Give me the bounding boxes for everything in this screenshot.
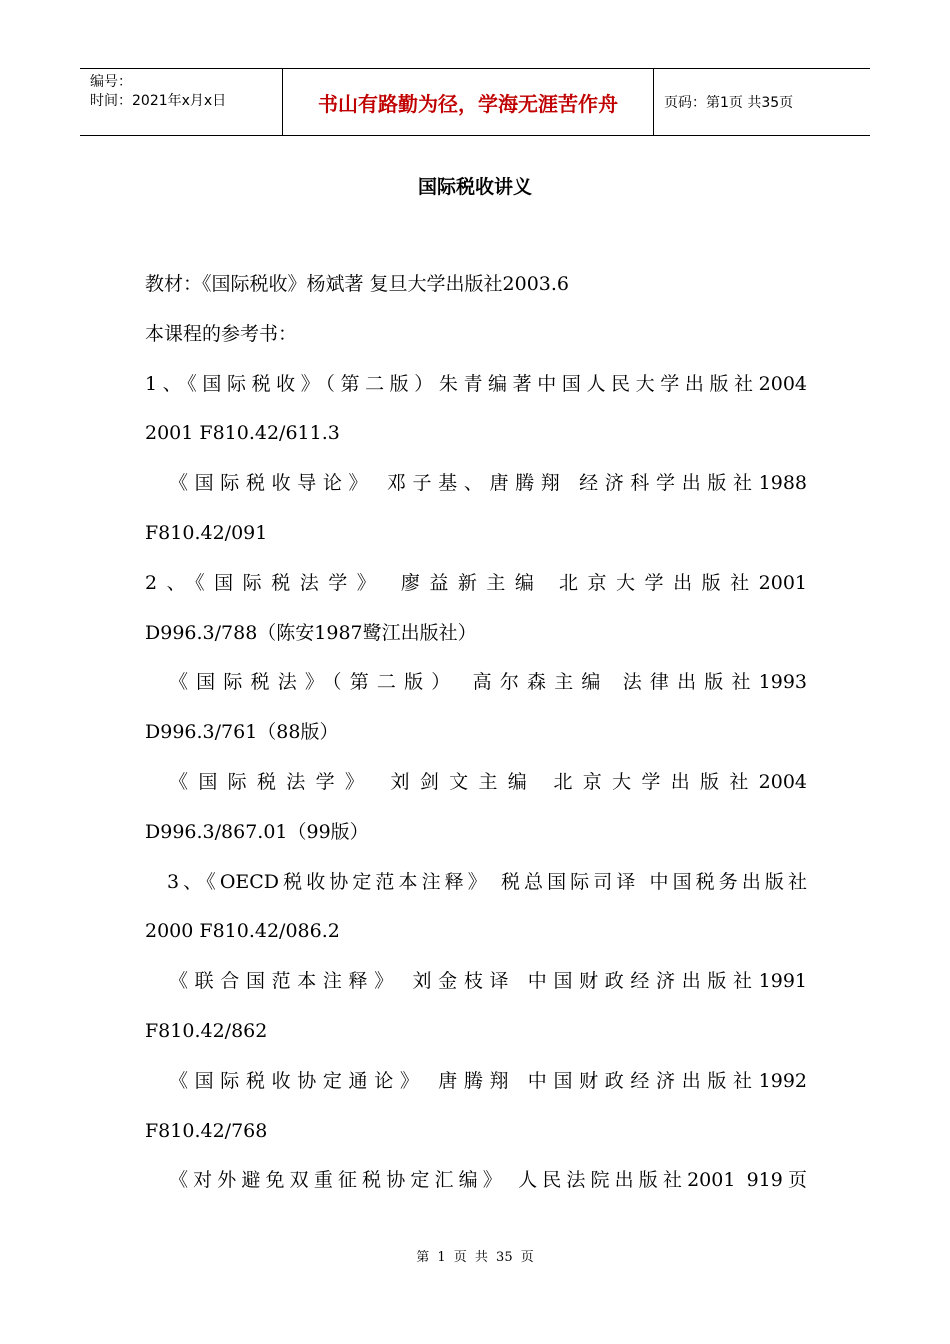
- reference-line: 2、《国际税法学》 廖益新主编 北京大学出版社2001: [145, 571, 807, 594]
- document-title: 国际税收讲义: [417, 176, 532, 198]
- page-footer: 第 1 页 共 35 页: [416, 1250, 534, 1265]
- reference-line: 《国际税法》（第二版） 高尔森主编 法律出版社1993: [169, 671, 807, 694]
- reference-line: 《国际税收协定通论》 唐腾翔 中国财政经济出版社1992: [169, 1069, 807, 1092]
- textbook-line: 教材：《国际税收》杨斌著 复旦大学出版社2003.6: [145, 273, 570, 295]
- reference-line: 3、《OECD税收协定范本注释》 税总国际司译 中国税务出版社: [167, 870, 807, 893]
- document-number-label: 编号：: [90, 74, 132, 90]
- reference-line: F810.42/091: [145, 521, 268, 544]
- reference-line: F810.42/768: [145, 1119, 268, 1142]
- reference-line: D996.3/867.01（99版）: [145, 820, 369, 843]
- reference-line: 《对外避免双重征税协定汇编》 人民法院出版社2001 919页: [169, 1169, 807, 1192]
- header-page-info: 页码：第1页 共35页: [664, 95, 794, 111]
- reference-line: F810.42/862: [145, 1019, 268, 1042]
- reference-line: 2001 F810.42/611.3: [145, 422, 340, 445]
- header-motto: 书山有路勤为径，学海无涯苦作舟: [282, 69, 654, 135]
- header-table: [80, 68, 870, 136]
- document-date: 时间：2021年x月x日: [90, 93, 227, 109]
- reference-line: 1、《国际税收》（第二版）朱青编著中国人民大学出版社2004: [145, 372, 807, 395]
- reference-line: 2000 F810.42/086.2: [145, 920, 340, 943]
- reference-line: D996.3/761（88版）: [145, 721, 339, 744]
- reference-line: 《国际税收导论》 邓子基、唐腾翔 经济科学出版社1988: [169, 472, 807, 495]
- reference-line: 《国际税法学》 刘剑文主编 北京大学出版社2004: [169, 770, 807, 793]
- reference-line: 《联合国范本注释》 刘金枝译 中国财政经济出版社1991: [169, 970, 807, 993]
- references-heading: 本课程的参考书：: [145, 322, 298, 345]
- header-meta: [80, 69, 282, 135]
- reference-line: D996.3/788（陈安1987鹭江出版社）: [145, 621, 477, 644]
- document-body: [145, 266, 807, 1212]
